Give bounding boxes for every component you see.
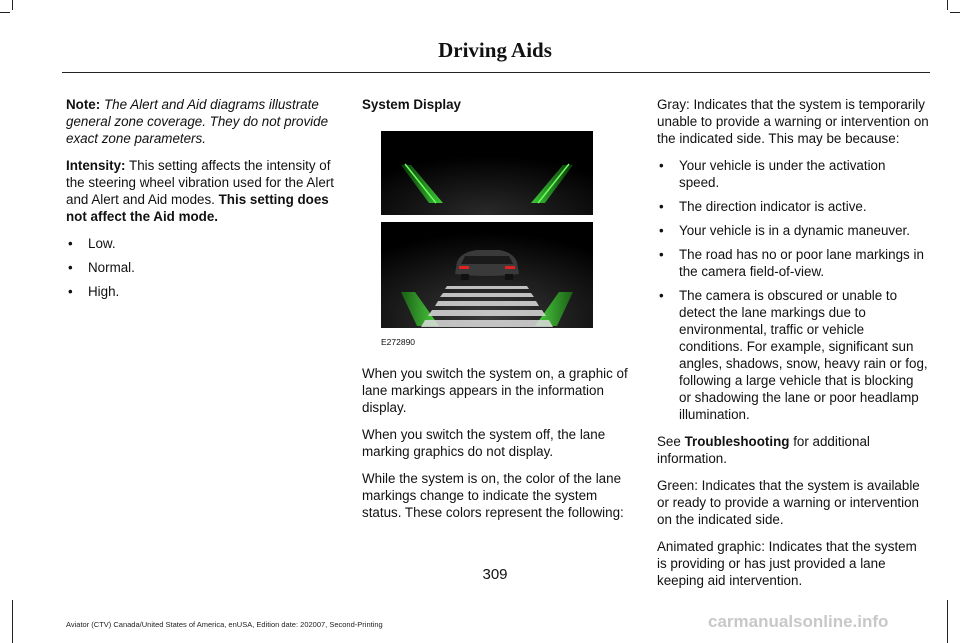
watermark: carmanualsonline.info: [708, 612, 889, 631]
gray-reasons-list: [657, 157, 929, 423]
note-text: The Alert and Aid diagrams illustrate general zone coverage. They do not provide exact zone parameters.: [66, 97, 329, 146]
section-heading: System Display: [362, 97, 461, 112]
intensity-label: Intensity:: [66, 158, 126, 173]
header-rule: [62, 72, 930, 73]
crop-mark: [947, 600, 948, 643]
vehicle-lane-image: [381, 222, 593, 328]
right-column: [657, 96, 929, 599]
intensity-paragraph: [66, 157, 338, 225]
list-item: • The road has no or poor lane markings in the camera field-of-view.: [659, 247, 924, 279]
intensity-options: [66, 235, 338, 300]
crop-mark: [950, 12, 960, 13]
list-item: • Your vehicle is under the activation speed.: [659, 158, 886, 190]
lane-graphic-animated: [381, 222, 593, 328]
page-title: Driving Aids: [438, 38, 552, 62]
crop-mark: [947, 0, 948, 10]
note-label: Note:: [66, 97, 101, 112]
crop-mark: [0, 12, 10, 13]
middle-column: [362, 96, 634, 531]
figure-code: E272890: [381, 337, 416, 347]
lane-markings-image: [381, 131, 593, 215]
intensity-text: This setting affects the intensity of the steering wheel vibration used for the Alert and Alert and Aid modes.: [66, 158, 334, 207]
gray-status-paragraph: Gray: Indicates that the system is temporarily unable to provide a warning or intervention on the indicated side. This may be because:: [657, 97, 929, 146]
list-item: • Normal.: [68, 260, 135, 275]
list-item: • High.: [68, 284, 120, 299]
left-column: [66, 96, 338, 310]
page-number: 309: [482, 566, 508, 583]
green-status-paragraph: Green: Indicates that the system is available or ready to provide a warning or intervention on the indicated side.: [657, 478, 920, 527]
crop-mark: [12, 600, 13, 643]
see-paragraph: See Troubleshooting for additional information.: [657, 434, 870, 466]
paragraph: While the system is on, the color of the lane markings change to indicate the system status. These colors represent the following:: [362, 471, 624, 520]
list-item: • The camera is obscured or unable to detect the lane markings due to environmental, traffic or vehicle conditions. For example, significant sun angles, shadows, snow, heavy rain or fog, following a large vehicle that is blocking or shadowing the lane or poor headlamp illumination.: [659, 288, 928, 422]
paragraph: When you switch the system on, a graphic of lane markings appears in the information display.: [362, 366, 628, 415]
edition-footer: Aviator (CTV) Canada/United States of America, enUSA, Edition date: 202007, Second-Printing: [66, 620, 383, 629]
crop-mark: [12, 0, 13, 10]
note-paragraph: [66, 96, 338, 147]
list-item: • The direction indicator is active.: [659, 199, 867, 214]
paragraph: When you switch the system off, the lane marking graphics do not display.: [362, 427, 606, 459]
intensity-bold: This setting does not affect the Aid mode.: [66, 192, 329, 224]
animated-status-paragraph: Animated graphic: Indicates that the system is providing or has just provided a lane keeping aid intervention.: [657, 539, 917, 588]
list-item: • Your vehicle is in a dynamic maneuver.: [659, 223, 910, 238]
lane-graphic-gray: [381, 131, 593, 215]
troubleshooting-link[interactable]: Troubleshooting: [684, 434, 790, 449]
list-item: • Low.: [68, 236, 116, 251]
